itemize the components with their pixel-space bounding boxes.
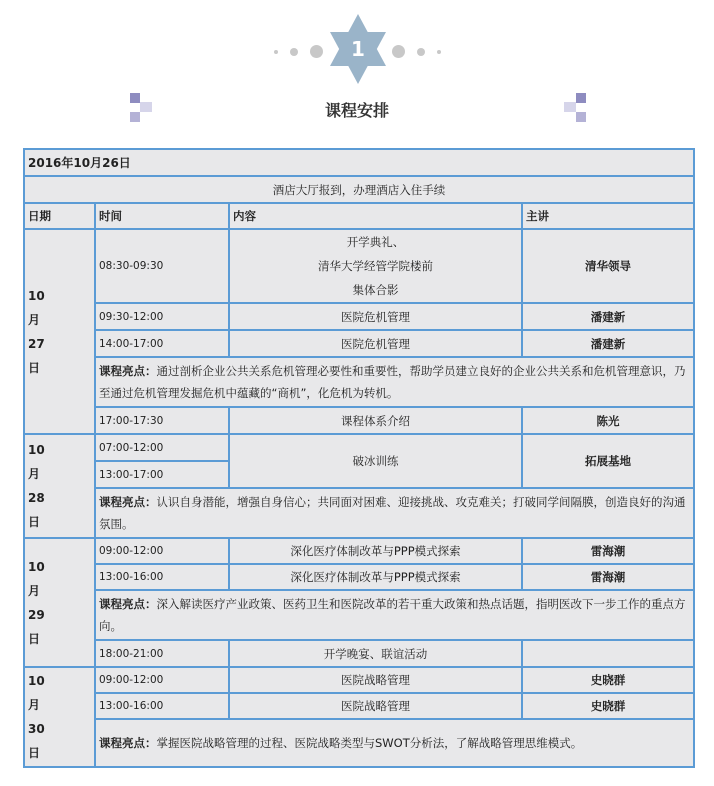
speaker-cell: 清华领导: [522, 229, 694, 303]
speaker-cell: 史晓群: [522, 667, 694, 693]
highlight-text: 掌握医院战略管理的过程、医院战略类型与SWOT分析法，了解战略管理思维模式。: [156, 736, 583, 750]
table-row: [24, 640, 694, 667]
content-cell: 开学典礼、 清华大学经管学院楼前 集体合影: [229, 229, 522, 303]
speaker-cell: 雷海潮: [522, 538, 694, 564]
start-date: 2016年10月26日: [24, 149, 694, 176]
section-number: 1: [351, 37, 365, 61]
content-cell: 医院战略管理: [229, 693, 522, 719]
decor-dot: [437, 50, 441, 54]
table-row: [24, 229, 694, 303]
decor-dot: [290, 48, 298, 56]
day-cell: 10 月 30 日: [24, 667, 95, 767]
table-row: [24, 667, 694, 693]
decor-dot: [417, 48, 425, 56]
time-cell: 14:00-17:00: [95, 330, 229, 357]
speaker-cell: 拓展基地: [522, 434, 694, 488]
table-row: [24, 434, 694, 461]
time-cell: 18:00-21:00: [95, 640, 229, 667]
highlight-label: 课程亮点：: [99, 597, 157, 611]
decor-dot: [310, 45, 323, 58]
speaker-cell: 史晓群: [522, 693, 694, 719]
time-cell: 17:00-17:30: [95, 407, 229, 434]
time-cell: 08:30-09:30: [95, 229, 229, 303]
schedule-table: [23, 148, 695, 768]
speaker-cell: 陈光: [522, 407, 694, 434]
content-cell: 医院危机管理: [229, 303, 522, 330]
time-cell: 07:00-12:00: [95, 434, 229, 461]
decor-dot: [392, 45, 405, 58]
table-row: [24, 564, 694, 590]
date-row: [24, 149, 694, 176]
highlight-row: [24, 590, 694, 640]
day-cell: 10 月 29 日: [24, 538, 95, 667]
table-row: [24, 303, 694, 330]
time-cell: 13:00-16:00: [95, 693, 229, 719]
highlight-row: [24, 719, 694, 767]
table-row: [24, 538, 694, 564]
content-cell: 深化医疗体制改革与PPP模式探索: [229, 538, 522, 564]
time-cell: 09:30-12:00: [95, 303, 229, 330]
highlight-cell: [95, 719, 694, 767]
highlight-row: [24, 357, 694, 407]
section-header: [0, 0, 714, 140]
checkin-text: 酒店大厅报到，办理酒店入住手续: [24, 176, 694, 203]
highlight-label: 课程亮点：: [99, 736, 157, 750]
day-cell: 10 月 28 日: [24, 434, 95, 538]
col-header-date: 日期: [24, 203, 95, 229]
highlight-cell: [95, 590, 694, 640]
column-header-row: [24, 203, 694, 229]
highlight-row: [24, 488, 694, 538]
decor-dot: [274, 50, 278, 54]
table-row: [24, 693, 694, 719]
content-cell: 医院危机管理: [229, 330, 522, 357]
table-row: [24, 407, 694, 434]
col-header-time: 时间: [95, 203, 229, 229]
speaker-cell: 潘建新: [522, 330, 694, 357]
table-row: [24, 330, 694, 357]
highlight-label: 课程亮点：: [99, 364, 157, 378]
checkin-row: [24, 176, 694, 203]
highlight-text: 通过剖析企业公共关系危机管理必要性和重要性，帮助学员建立良好的企业公共关系和危机管理意识，乃至通过危机管理发掘危机中蕴藏的“商机”，化危机为转机。: [99, 364, 686, 400]
content-cell: 破冰训练: [229, 434, 522, 488]
time-cell: 09:00-12:00: [95, 538, 229, 564]
page-title: 课程安排: [324, 101, 389, 120]
content-cell: 深化医疗体制改革与PPP模式探索: [229, 564, 522, 590]
highlight-cell: [95, 357, 694, 407]
content-cell: 开学晚宴、联谊活动: [229, 640, 522, 667]
highlight-text: 认识自身潜能，增强自身信心；共同面对困难、迎接挑战、攻克难关；打破同学间隔膜，创造良好的沟通氛围。: [99, 495, 686, 531]
time-cell: 09:00-12:00: [95, 667, 229, 693]
content-cell: 医院战略管理: [229, 667, 522, 693]
col-header-content: 内容: [229, 203, 522, 229]
col-header-speaker: 主讲: [522, 203, 694, 229]
highlight-text: 深入解读医疗产业政策、医药卫生和医院改革的若干重大政策和热点话题，指明医改下一步工作的重点方向。: [99, 597, 686, 633]
content-cell: 课程体系介绍: [229, 407, 522, 434]
highlight-cell: [95, 488, 694, 538]
time-cell: 13:00-17:00: [95, 461, 229, 488]
highlight-label: 课程亮点：: [99, 495, 157, 509]
speaker-cell: 雷海潮: [522, 564, 694, 590]
speaker-cell: 潘建新: [522, 303, 694, 330]
time-cell: 13:00-16:00: [95, 564, 229, 590]
speaker-cell: [522, 640, 694, 667]
star-badge: [330, 14, 386, 84]
day-cell: 10 月 27 日: [24, 229, 95, 434]
